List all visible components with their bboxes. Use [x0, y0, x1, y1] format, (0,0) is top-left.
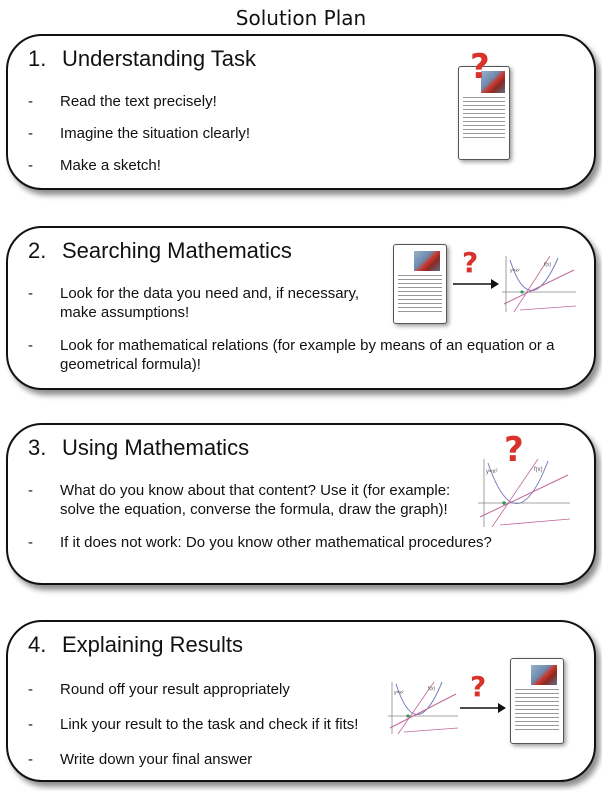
step-number: 2.	[28, 238, 47, 263]
bullet-dash: -	[28, 534, 33, 551]
svg-text:f(x): f(x)	[428, 686, 436, 692]
question-mark-icon: ?	[470, 47, 490, 87]
graph-sketch-icon	[386, 678, 460, 736]
step-2-bullet-2	[28, 336, 554, 374]
bullet-dash: -	[28, 157, 33, 174]
question-mark-icon: ?	[504, 430, 524, 470]
bullet-dash: -	[28, 482, 33, 499]
svg-text:y=x²: y=x²	[510, 268, 520, 274]
step-4-bullet-3	[28, 750, 252, 769]
question-mark-icon: ?	[462, 246, 479, 279]
step-title: Understanding Task	[62, 46, 257, 71]
step-1-heading	[28, 46, 256, 72]
step-4-bullet-1	[28, 680, 290, 699]
step-1-bullet-1	[28, 92, 217, 111]
bullet-text: Round off your result appropriately	[60, 681, 290, 698]
step-4-bullet-2	[28, 715, 358, 734]
step-3-heading	[28, 435, 249, 461]
step-3-panel	[6, 423, 596, 585]
bullet-dash: -	[28, 337, 33, 354]
bullet-text: Write down your final answer	[60, 751, 253, 768]
step-2-bullet-1	[28, 284, 359, 322]
step-3-bullet-2	[28, 533, 492, 552]
bullet-dash: -	[28, 125, 33, 142]
svg-text:f(x): f(x)	[544, 262, 552, 268]
bullet-text: What do you know about that content? Use it (for example: solve the equation, converse the formula, draw the graph)!	[60, 482, 451, 518]
step-4-heading	[28, 632, 243, 658]
task-sheet-icon	[393, 244, 447, 324]
task-sheet-icon	[510, 658, 564, 744]
step-1-panel	[6, 34, 596, 190]
bullet-dash: -	[28, 716, 33, 733]
step-3-bullet-1	[28, 481, 450, 519]
bullet-text: Link your result to the task and check if it fits!	[60, 716, 359, 733]
bullet-text: Make a sketch!	[60, 157, 161, 174]
bullet-text: Read the text precisely!	[60, 93, 217, 110]
step-title: Using Mathematics	[62, 435, 250, 460]
step-title: Explaining Results	[62, 632, 243, 657]
svg-text:y=x²: y=x²	[486, 469, 498, 475]
step-number: 1.	[28, 46, 47, 71]
bullet-dash: -	[28, 751, 33, 768]
step-1-bullet-2	[28, 124, 250, 143]
bullet-dash: -	[28, 681, 33, 698]
graph-sketch-icon	[476, 455, 572, 529]
step-2-panel	[6, 226, 596, 390]
bullet-dash: -	[28, 93, 33, 110]
bullet-text: Imagine the situation clearly!	[60, 125, 251, 142]
page-title: Solution Plan	[235, 6, 367, 30]
bullet-dash: -	[28, 285, 33, 302]
graph-sketch-icon	[500, 252, 578, 314]
step-number: 4.	[28, 632, 47, 657]
svg-text:f(x): f(x)	[534, 467, 543, 473]
step-number: 3.	[28, 435, 47, 460]
bullet-text: Look for the data you need and, if necessary, make assumptions!	[60, 285, 360, 321]
question-mark-icon: ?	[470, 670, 487, 703]
step-2-heading	[28, 238, 292, 264]
bullet-text: If it does not work: Do you know other mathematical procedures?	[60, 534, 492, 551]
step-title: Searching Mathematics	[62, 238, 292, 263]
step-1-bullet-3	[28, 156, 161, 175]
svg-text:y=x²: y=x²	[394, 690, 404, 696]
step-4-panel	[6, 620, 596, 782]
bullet-text: Look for mathematical relations (for example by means of an equation or a geometrical formula)!	[60, 337, 555, 373]
